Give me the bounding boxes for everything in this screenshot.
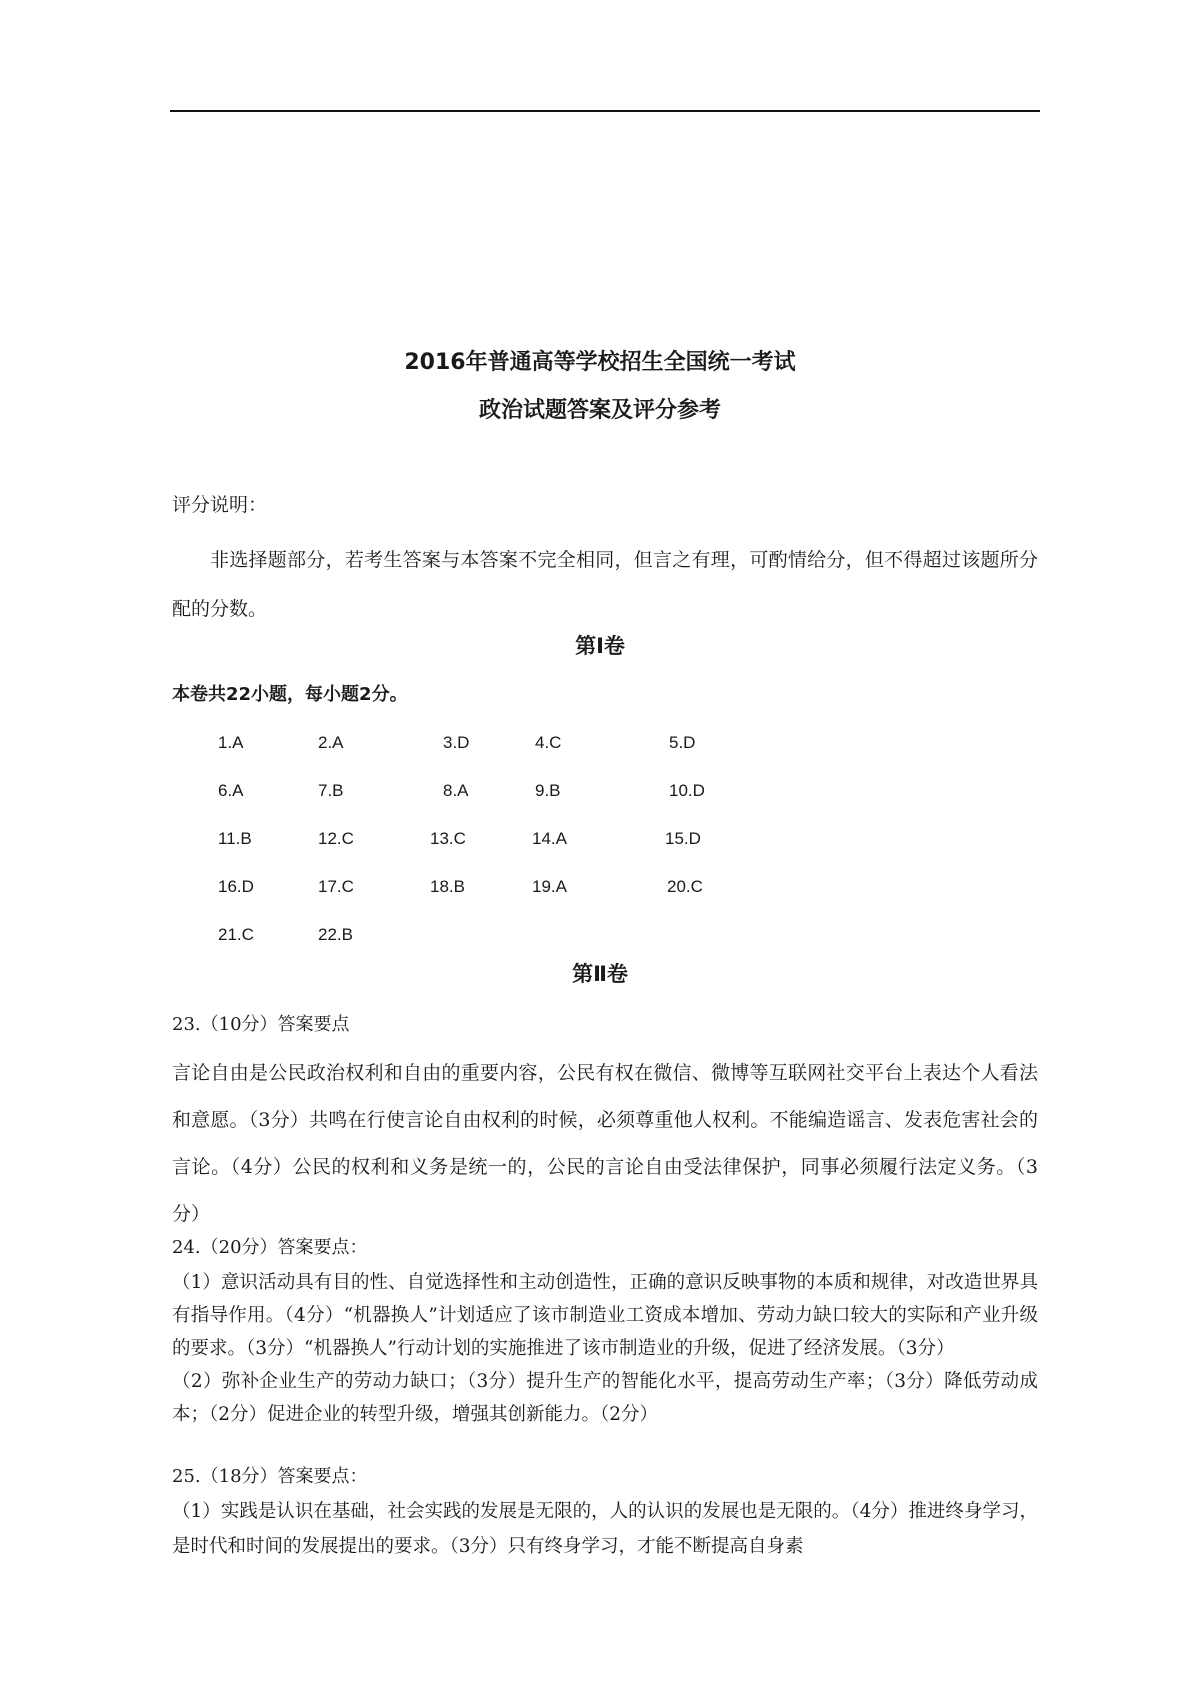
answer-item: 15.D: [665, 829, 701, 848]
answer-item: 4.C: [535, 733, 562, 752]
answer-item: 17.C: [318, 877, 354, 896]
answer-item: 20.C: [667, 877, 703, 896]
part2-heading: 第Ⅱ卷: [572, 962, 628, 986]
header-rule: [170, 110, 1040, 112]
q24-body: [172, 1266, 1038, 1431]
answer-item: 5.D: [669, 733, 696, 752]
q25-part1: （1）实践是认识在基础，社会实践的发展是无限的，人的认识的发展也是无限的。（4分）推进终身学习，是时代和时间的发展提出的要求。（3分）只有终身学习，才能不断提高自身素: [172, 1501, 1038, 1557]
q23-heading: 23.（10分）答案要点: [172, 1014, 350, 1035]
answer-item: 9.B: [535, 781, 561, 800]
answer-item: 10.D: [669, 781, 705, 800]
answer-item: 21.C: [218, 925, 254, 944]
q25-heading: 25.（18分）答案要点：: [172, 1466, 368, 1487]
answer-item: 12.C: [318, 829, 354, 848]
answer-item: 16.D: [218, 877, 254, 896]
answer-item: 14.A: [532, 829, 567, 848]
answer-item: 6.A: [218, 781, 244, 800]
answer-item: 11.B: [218, 829, 252, 848]
page-subtitle: 政治试题答案及评分参考: [478, 398, 721, 423]
part1-heading: 第Ⅰ卷: [575, 634, 625, 658]
answer-item: 8.A: [443, 781, 469, 800]
answer-item: 1.A: [218, 733, 244, 752]
q24-part1: （1）意识活动具有目的性、自觉选择性和主动创造性，正确的意识反映事物的本质和规律，对改造世界具有指导作用。（4分）“机器换人”计划适应了该市制造业工资成本增加、劳动力缺口较大的实际和产业升级的要求。（3分）“机器换人”行动计划的实施推进了该市制造业的升级，促进了经济发展。（3分）: [172, 1272, 1038, 1359]
answer-item: 2.A: [318, 733, 344, 752]
q23-body: 言论自由是公民政治权利和自由的重要内容，公民有权在微信、微博等互联网社交平台上表达个人看法和意愿。（3分）共鸣在行使言论自由权利的时候，必须尊重他人权利。不能编造谣言、发表危害社会的言论。（4分）公民的权利和义务是统一的，公民的言论自由受法律保护，同事必须履行法定义务。（3分）: [172, 1062, 1038, 1225]
answer-item: 13.C: [430, 829, 466, 848]
scoring-notes-text: 非选择题部分，若考生答案与本答案不完全相同，但言之有理，可酌情给分，但不得超过该题所分配的分数。: [172, 549, 1038, 620]
part1-note: 本卷共22小题，每小题2分。: [172, 684, 408, 705]
answer-item: 19.A: [532, 877, 567, 896]
q24-heading: 24.（20分）答案要点：: [172, 1237, 368, 1258]
q24-part2: （2）弥补企业生产的劳动力缺口；（3分）提升生产的智能化水平，提高劳动生产率；（3分）降低劳动成本；（2分）促进企业的转型升级，增强其创新能力。（2分）: [172, 1371, 1038, 1425]
answer-item: 3.D: [443, 733, 470, 752]
answer-item: 22.B: [318, 925, 353, 944]
page-title: 2016年普通高等学校招生全国统一考试: [404, 350, 796, 375]
q25-body: [172, 1494, 1038, 1564]
answer-item: 7.B: [318, 781, 344, 800]
answer-item: 18.B: [430, 877, 465, 896]
scoring-notes-label: 评分说明：: [172, 494, 268, 516]
